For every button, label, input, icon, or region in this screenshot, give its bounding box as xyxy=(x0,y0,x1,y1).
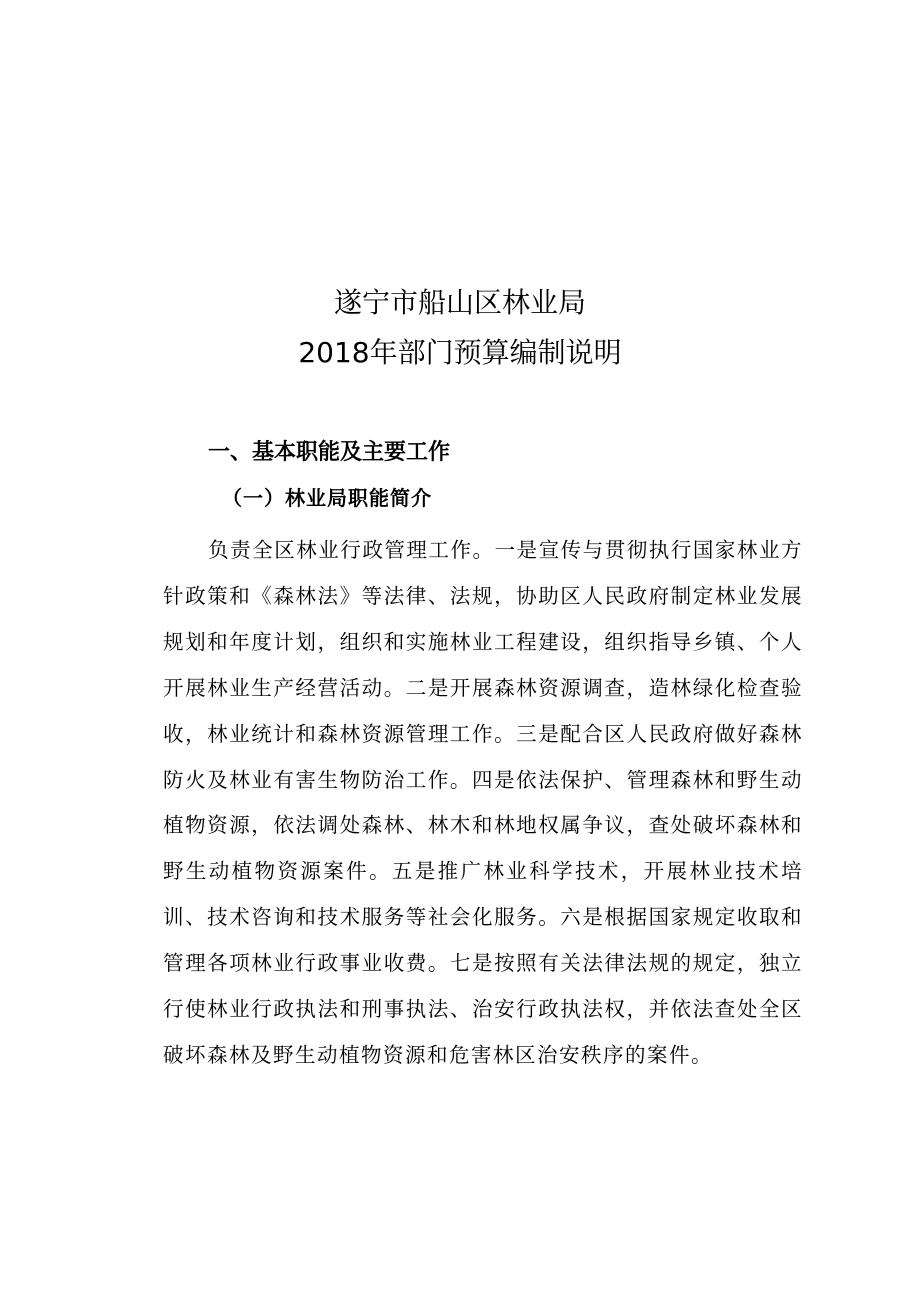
document-title: 遂宁市船山区林业局 xyxy=(333,286,586,319)
section-heading-basic-functions: 一、基本职能及主要工作 xyxy=(208,440,451,465)
subsection-heading-bureau-functions: （一）林业局职能简介 xyxy=(222,486,432,510)
document-subtitle: 2018年部门预算编制说明 xyxy=(298,336,622,369)
body-paragraph: 负责全区林业行政管理工作。一是宣传与贯彻执行国家林业方针政策和《森林法》等法律、法规，协助区人民政府制定林业发展规划和年度计划，组织和实施林业工程建设，组织指导乡镇、个人开展林业生产经营活动。二是开展森林资源调查，造林绿化检查验收，林业统计和森林资源管理工作。三是配合区人民政府做好森林防火及林业有害生物防治工作。四是依法保护、管理森林和野生动植物资源，依法调处森林、林木和林地权属争议，查处破坏森林和野生动植物资源案件。五是推广林业科学技术，开展林业技术培训、技术咨询和技术服务等社会化服务。六是根据国家规定收取和管理各项林业行政事业收费。七是按照有关法律法规的规定，独立行使林业行政执法和刑事执法、治安行政执法权，并依法查处全区破坏森林及野生动植物资源和危害林区治安秩序的案件。 xyxy=(163,538,803,1067)
